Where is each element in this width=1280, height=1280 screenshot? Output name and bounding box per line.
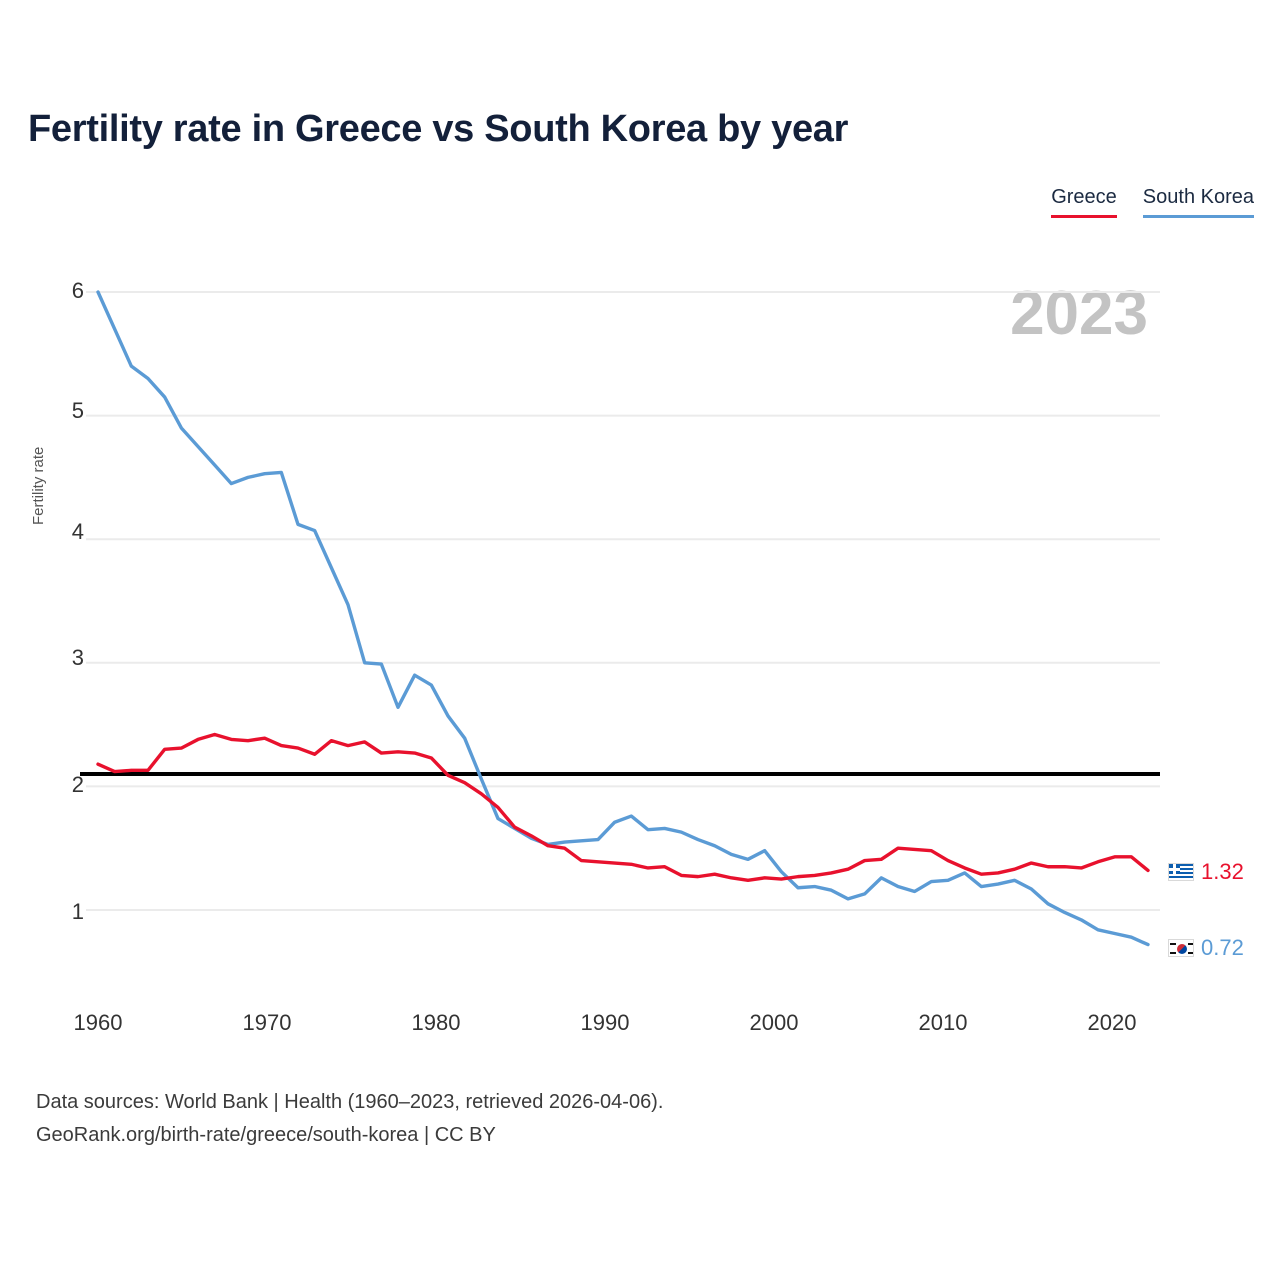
x-tick-1970: 1970 xyxy=(242,1010,292,1035)
y-tick-6: 6 xyxy=(71,278,84,303)
flag-greece-icon xyxy=(1168,863,1194,881)
y-axis-label: Fertility rate xyxy=(30,446,47,525)
series-line-south-korea xyxy=(98,292,1148,945)
y-tick-4: 4 xyxy=(71,519,84,544)
south-korea-end-value: 0.72 xyxy=(1201,935,1244,960)
x-tick-2020: 2020 xyxy=(1087,1010,1137,1035)
x-tick-2000: 2000 xyxy=(749,1010,799,1035)
x-tick-2010: 2010 xyxy=(918,1010,968,1035)
legend-item-greece[interactable]: Greece xyxy=(1051,186,1117,218)
year-badge: 2023 xyxy=(1010,279,1148,348)
greece-end-value: 1.32 xyxy=(1201,859,1244,884)
series-line-greece xyxy=(98,734,1148,880)
footer-line-2: GeoRank.org/birth-rate/greece/south-korea | CC BY xyxy=(36,1124,496,1146)
greece-end-label xyxy=(1168,861,1244,883)
x-tick-1990: 1990 xyxy=(580,1010,630,1035)
y-tick-3: 3 xyxy=(71,645,84,670)
legend-item-south-korea[interactable]: South Korea xyxy=(1143,186,1254,218)
footer-credits xyxy=(36,1086,663,1152)
y-tick-1: 1 xyxy=(71,899,84,924)
y-tick-5: 5 xyxy=(71,398,84,423)
page-title: Fertility rate in Greece vs South Korea by year xyxy=(28,108,849,150)
x-tick-1960: 1960 xyxy=(73,1010,123,1035)
flag-south-korea-icon xyxy=(1168,939,1194,957)
south-korea-end-label xyxy=(1168,937,1244,959)
x-tick-1980: 1980 xyxy=(411,1010,461,1035)
y-tick-2: 2 xyxy=(71,772,84,797)
gridlines xyxy=(86,292,1160,910)
footer-line-1: Data sources: World Bank | Health (1960–2023, retrieved 2026-04-06). xyxy=(36,1091,664,1113)
